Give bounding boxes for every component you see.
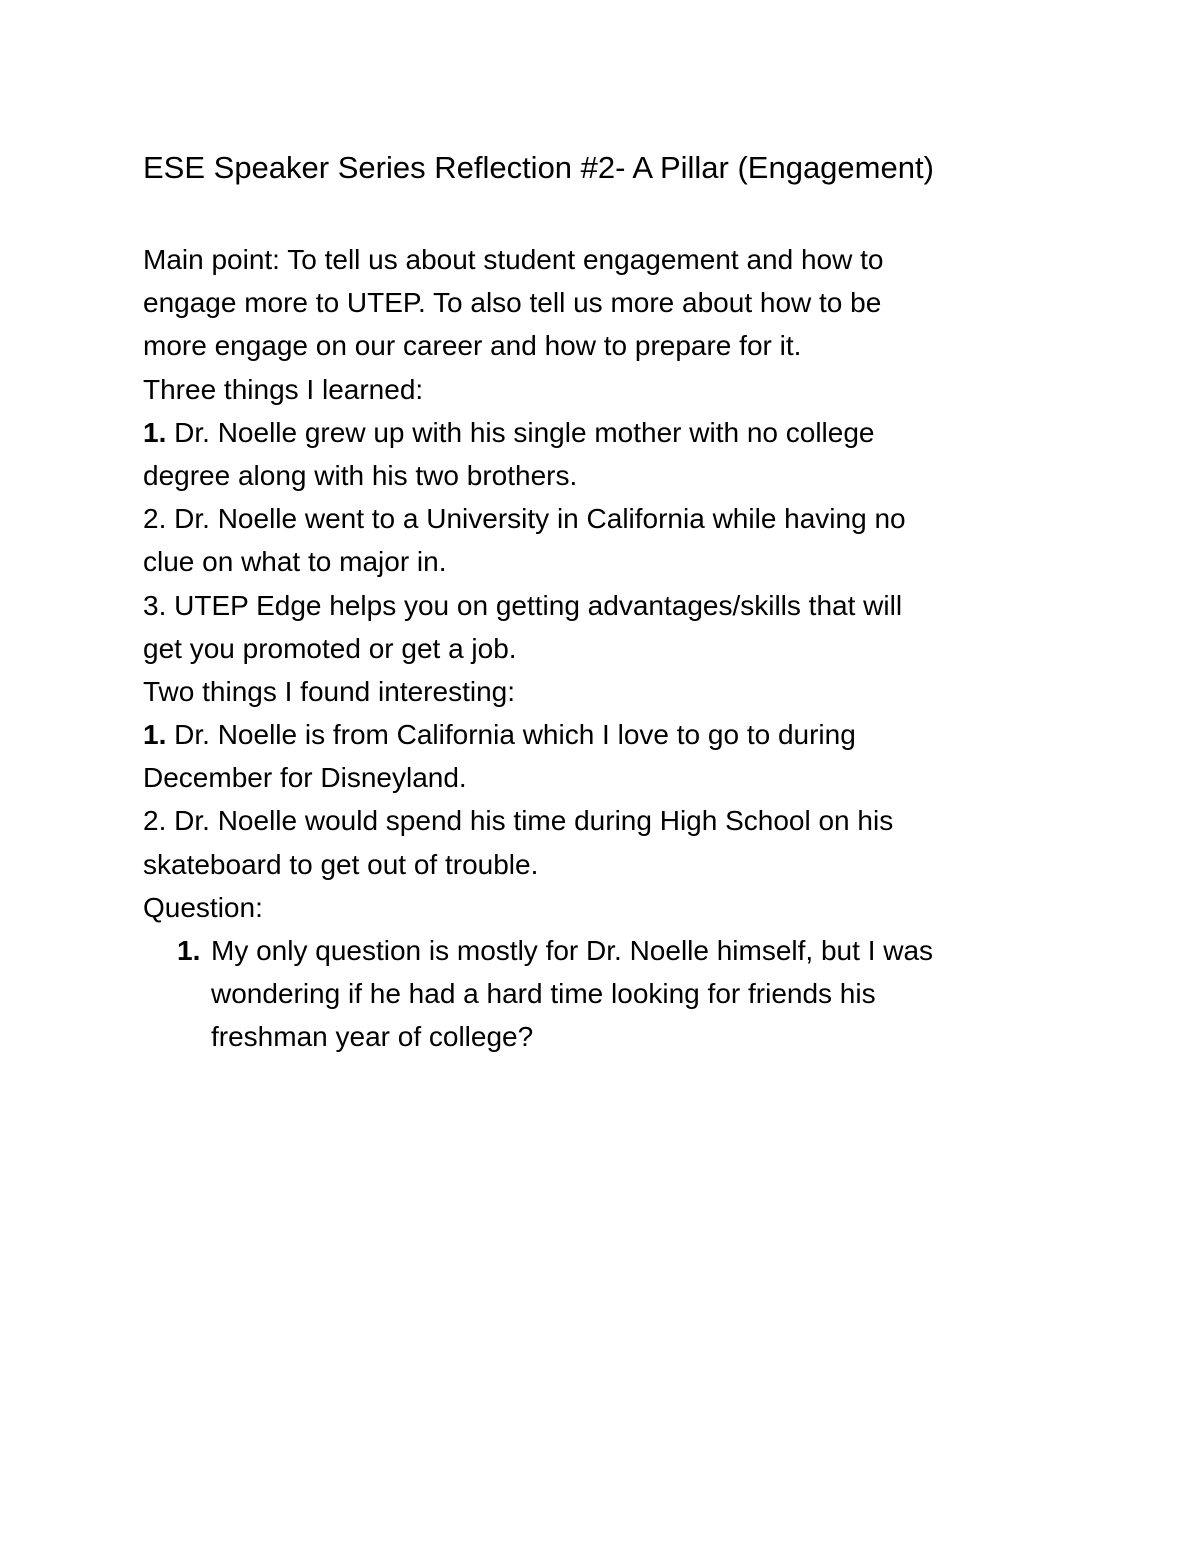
interesting-item-2 bbox=[143, 799, 1103, 842]
interesting-item-2-continued: skateboard to get out of trouble. bbox=[143, 848, 539, 880]
item-text: UTEP Edge helps you on getting advantages/skills that will bbox=[166, 589, 903, 621]
interesting-item-1-continued: December for Disneyland. bbox=[143, 762, 467, 794]
item-number: 2. bbox=[143, 805, 167, 837]
learned-heading: Three things I learned: bbox=[143, 373, 424, 405]
item-number: 3. bbox=[143, 589, 167, 621]
interesting-item-1 bbox=[143, 713, 1103, 756]
document-title: ESE Speaker Series Reflection #2- A Pillar (Engagement) bbox=[143, 150, 934, 185]
item-number: 1. bbox=[143, 416, 167, 448]
learned-item-3 bbox=[143, 584, 1103, 627]
document-body bbox=[143, 238, 1103, 1059]
item-text: Dr. Noelle is from California which I love to go to during bbox=[166, 719, 856, 751]
item-text: Dr. Noelle would spend his time during High School on his bbox=[166, 805, 894, 837]
item-number: 2. bbox=[143, 503, 167, 535]
main-point-line: engage more to UTEP. To also tell us more about how to be bbox=[143, 287, 882, 319]
question-line: freshman year of college? bbox=[211, 1021, 534, 1053]
item-number: 1. bbox=[177, 935, 201, 966]
interesting-heading: Two things I found interesting: bbox=[143, 675, 515, 707]
main-point-line: Main point: To tell us about student engagement and how to bbox=[143, 244, 884, 275]
main-point-line: more engage on our career and how to prepare for it. bbox=[143, 330, 802, 362]
item-text: Dr. Noelle went to a University in California while having no bbox=[166, 503, 906, 535]
learned-item-3-continued: get you promoted or get a job. bbox=[143, 632, 517, 664]
question-line: My only question is mostly for Dr. Noelle himself, but I was bbox=[211, 935, 934, 966]
learned-item-2 bbox=[143, 497, 1103, 540]
item-text: Dr. Noelle grew up with his single mother with no college bbox=[166, 416, 875, 448]
question-list bbox=[143, 929, 1103, 1059]
question-heading: Question: bbox=[143, 891, 263, 923]
question-item-1 bbox=[143, 929, 1103, 1059]
learned-item-1-continued: degree along with his two brothers. bbox=[143, 459, 578, 491]
item-number: 1. bbox=[143, 719, 167, 751]
learned-item-2-continued: clue on what to major in. bbox=[143, 546, 447, 578]
question-line: wondering if he had a hard time looking for friends his bbox=[211, 978, 876, 1010]
learned-item-1 bbox=[143, 411, 1103, 454]
